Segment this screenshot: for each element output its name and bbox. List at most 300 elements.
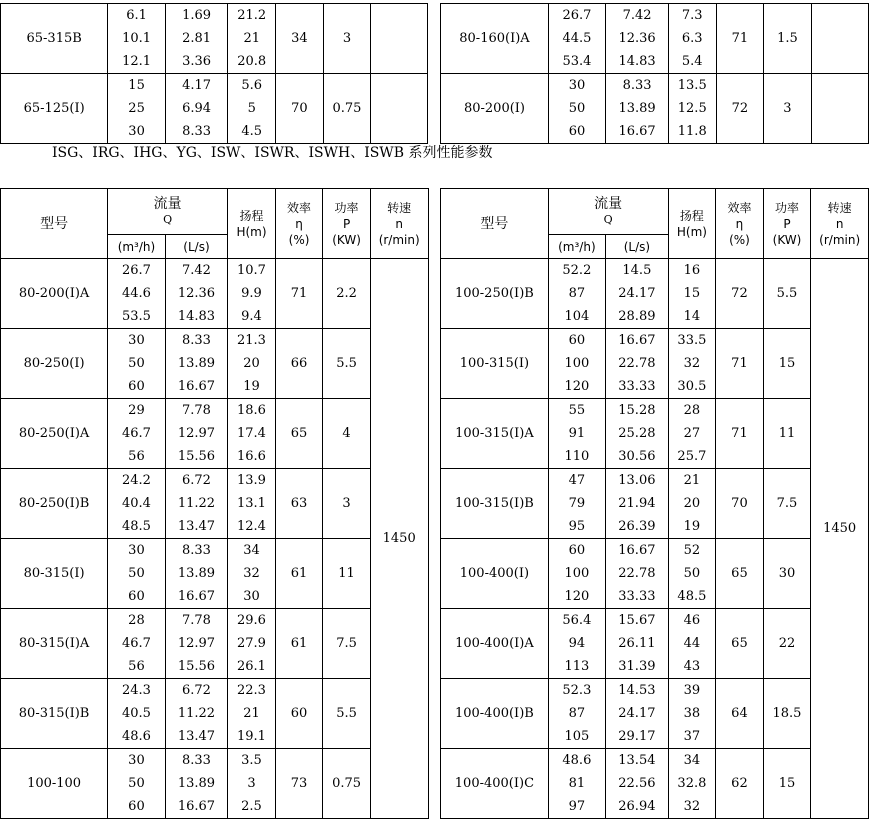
- head-cell-value: 13.9: [237, 473, 266, 488]
- flow-m3h-cell: [108, 4, 166, 74]
- flow-ls-cell-value: 13.89: [177, 566, 216, 581]
- flow-m3h-cell-value: 12.1: [122, 54, 152, 69]
- efficiency-cell: 64: [716, 679, 763, 749]
- head-cell-value: 34: [243, 543, 260, 558]
- top-performance-table: [0, 3, 869, 144]
- head-cell-value: 3: [247, 776, 256, 791]
- flow-ls-cell: [165, 259, 227, 329]
- flow-m3h-cell-value: 113: [564, 659, 590, 674]
- flow-ls-cell-value: 30.56: [618, 449, 656, 464]
- flow-m3h-cell: [108, 749, 166, 819]
- pump-model: 80-250(I)B: [1, 469, 108, 539]
- head-cell-value: 15: [683, 286, 701, 301]
- table-caption: ISG、IRG、IHG、YG、ISW、ISWR、ISWH、ISWB 系列性能参数: [52, 145, 493, 161]
- flow-ls-cell-value: 7.42: [181, 263, 211, 278]
- power-cell: 2.2: [323, 259, 371, 329]
- table-row: [1, 539, 869, 609]
- flow-ls-cell-value: 7.78: [181, 613, 211, 628]
- flow-m3h-cell-value: 60: [568, 543, 586, 558]
- head-cell-value: 29.6: [237, 613, 266, 628]
- flow-ls-cell-value: 14.83: [177, 309, 216, 324]
- header-speed-right: 转速 n (r/min): [811, 189, 869, 259]
- head-cell-value: 19.1: [237, 729, 266, 744]
- flow-m3h-cell-value: 95: [568, 519, 586, 534]
- flow-ls-cell-value: 8.33: [181, 333, 211, 348]
- efficiency-cell: 34: [276, 4, 324, 74]
- flow-ls-cell: [606, 399, 668, 469]
- header-flow-left: 流量 Q: [108, 189, 228, 235]
- flow-ls-cell-value: 22.78: [618, 566, 656, 581]
- flow-ls-cell-value: 15.28: [618, 403, 656, 418]
- flow-m3h-cell: [108, 469, 166, 539]
- flow-ls-cell: [165, 74, 228, 144]
- head-cell-value: 6.3: [681, 31, 703, 46]
- head-cell: [668, 539, 716, 609]
- flow-m3h-cell-value: 56.4: [562, 613, 592, 628]
- flow-m3h-cell-value: 40.4: [121, 496, 151, 511]
- head-cell-value: 13.1: [237, 496, 266, 511]
- flow-m3h-cell-value: 40.5: [121, 706, 151, 721]
- pump-model: 100-400(I)C: [441, 749, 548, 819]
- efficiency-cell: 61: [275, 539, 322, 609]
- pump-model: 100-400(I)B: [441, 679, 548, 749]
- flow-ls-cell-value: 24.17: [618, 286, 656, 301]
- efficiency-cell: 71: [716, 329, 763, 399]
- table-row: [1, 329, 869, 399]
- efficiency-cell: 70: [716, 469, 763, 539]
- pump-model: 80-200(I): [441, 74, 548, 144]
- table-gap: [428, 679, 441, 749]
- flow-m3h-cell-value: 10.1: [122, 31, 152, 46]
- flow-ls-cell-value: 16.67: [177, 379, 216, 394]
- head-cell-value: 7.3: [681, 8, 703, 23]
- head-cell-value: 39: [683, 683, 701, 698]
- head-cell-value: 26.1: [237, 659, 266, 674]
- pump-model: 80-160(I)A: [441, 4, 548, 74]
- power-cell: 5.5: [763, 259, 811, 329]
- flow-ls-cell-value: 13.47: [177, 519, 216, 534]
- power-cell: 3: [323, 469, 371, 539]
- flow-ls-cell-value: 22.56: [618, 776, 656, 791]
- flow-ls-cell-value: 12.97: [177, 636, 216, 651]
- header-power-left: 功率 P (KW): [323, 189, 371, 259]
- head-cell-value: 10.7: [237, 263, 266, 278]
- flow-m3h-cell-value: 55: [568, 403, 586, 418]
- head-cell-value: 5.4: [681, 54, 703, 69]
- flow-ls-cell: [606, 749, 668, 819]
- head-cell-value: 30.5: [677, 379, 707, 394]
- flow-ls-cell-value: 16.67: [618, 333, 656, 348]
- head-cell: [668, 469, 716, 539]
- flow-ls-cell-value: 13.47: [177, 729, 216, 744]
- head-cell: [228, 399, 276, 469]
- head-cell-value: 50: [683, 566, 701, 581]
- head-cell: [228, 469, 276, 539]
- flow-m3h-cell-value: 50: [128, 776, 145, 791]
- head-cell: [228, 539, 276, 609]
- flow-ls-cell: [606, 679, 668, 749]
- speed-cell-empty: [811, 74, 868, 144]
- pump-model: 80-200(I)A: [1, 259, 108, 329]
- flow-m3h-cell: [108, 399, 166, 469]
- head-cell-value: 22.3: [237, 683, 266, 698]
- flow-m3h-cell-value: 26.7: [562, 8, 592, 23]
- flow-m3h-cell-value: 120: [564, 379, 590, 394]
- power-cell: 3: [764, 74, 812, 144]
- pump-model: 100-400(I)A: [441, 609, 548, 679]
- head-cell-value: 21: [683, 473, 701, 488]
- table-row: [1, 4, 869, 74]
- efficiency-cell: 72: [716, 259, 763, 329]
- head-cell-value: 32: [243, 566, 260, 581]
- flow-ls-cell: [165, 4, 228, 74]
- efficiency-cell: 71: [275, 259, 322, 329]
- flow-m3h-cell: [548, 749, 606, 819]
- pump-model: 100-250(I)B: [441, 259, 548, 329]
- flow-ls-cell-value: 22.78: [618, 356, 656, 371]
- head-cell-value: 9.4: [241, 309, 262, 324]
- head-cell-value: 21.2: [237, 8, 267, 23]
- power-cell: 11: [323, 539, 371, 609]
- flow-ls-cell-value: 16.67: [177, 799, 216, 814]
- table-gap: [428, 329, 441, 399]
- flow-m3h-cell-value: 60: [568, 333, 586, 348]
- flow-m3h-cell-value: 60: [128, 589, 145, 604]
- flow-m3h-cell-value: 104: [564, 309, 590, 324]
- flow-m3h-cell-value: 15: [128, 78, 145, 93]
- series-performance-table: [0, 188, 869, 819]
- flow-m3h-cell-value: 110: [564, 449, 590, 464]
- table-gap: [428, 74, 441, 144]
- table-gap: [428, 609, 441, 679]
- power-cell: 18.5: [763, 679, 811, 749]
- table-gap: [428, 539, 441, 609]
- flow-m3h-cell-value: 25: [128, 101, 145, 116]
- flow-m3h-cell: [548, 4, 606, 74]
- flow-m3h-cell-value: 46.7: [121, 426, 151, 441]
- pump-model: 65-315B: [1, 4, 108, 74]
- header-flow-right: 流量 Q: [548, 189, 668, 235]
- flow-m3h-cell-value: 26.7: [121, 263, 151, 278]
- flow-m3h-cell-value: 79: [568, 496, 586, 511]
- efficiency-cell: 63: [275, 469, 322, 539]
- flow-ls-cell-value: 13.54: [618, 753, 656, 768]
- efficiency-cell: 61: [275, 609, 322, 679]
- flow-ls-cell: [606, 609, 668, 679]
- flow-m3h-cell-value: 53.4: [562, 54, 592, 69]
- flow-ls-cell: [606, 469, 668, 539]
- header-speed-left: 转速 n (r/min): [370, 189, 428, 259]
- head-cell: [668, 749, 716, 819]
- flow-ls-cell: [606, 4, 669, 74]
- flow-ls-cell: [165, 679, 227, 749]
- table-row: [1, 679, 869, 749]
- head-cell-value: 32: [683, 799, 701, 814]
- flow-m3h-cell: [548, 539, 606, 609]
- head-cell-value: 4.5: [241, 124, 263, 139]
- flow-ls-cell-value: 15.56: [177, 659, 216, 674]
- header-head-right: 扬程 H(m): [668, 189, 716, 259]
- table-row: [1, 749, 869, 819]
- head-cell-value: 32: [683, 356, 701, 371]
- flow-ls-cell-value: 16.67: [618, 543, 656, 558]
- flow-m3h-cell-value: 56: [128, 449, 145, 464]
- pump-model: 80-315(I)A: [1, 609, 108, 679]
- head-cell-value: 21: [243, 706, 260, 721]
- table-gap: [428, 259, 441, 329]
- table-row: [1, 469, 869, 539]
- head-cell-value: 20.8: [237, 54, 267, 69]
- flow-m3h-cell-value: 91: [568, 426, 586, 441]
- flow-m3h-cell-value: 28: [128, 613, 145, 628]
- flow-m3h-cell-value: 50: [128, 566, 145, 581]
- head-cell-value: 52: [683, 543, 701, 558]
- flow-ls-cell: [606, 74, 669, 144]
- flow-ls-cell-value: 16.67: [618, 124, 656, 139]
- flow-ls-cell-value: 14.5: [622, 263, 652, 278]
- head-cell-value: 12.4: [237, 519, 266, 534]
- flow-ls-cell-value: 28.89: [618, 309, 656, 324]
- flow-m3h-cell-value: 30: [568, 78, 586, 93]
- flow-m3h-cell: [108, 609, 166, 679]
- table-gap: [428, 469, 441, 539]
- flow-ls-cell-value: 14.53: [618, 683, 656, 698]
- flow-m3h-cell-value: 46.7: [121, 636, 151, 651]
- header-unit-m3h-right: (m³/h): [548, 235, 606, 259]
- head-cell-value: 20: [683, 496, 701, 511]
- table-gap: [428, 749, 441, 819]
- head-cell: [228, 609, 276, 679]
- flow-m3h-cell-value: 120: [564, 589, 590, 604]
- flow-ls-cell-value: 7.78: [181, 403, 211, 418]
- flow-m3h-cell-value: 60: [128, 379, 145, 394]
- head-cell-value: 11.8: [677, 124, 707, 139]
- flow-ls-cell-value: 16.67: [177, 589, 216, 604]
- header-unit-ls-right: (L/s): [606, 235, 668, 259]
- header-eff-right: 效率 η (%): [716, 189, 763, 259]
- flow-ls-cell-value: 26.39: [618, 519, 656, 534]
- flow-m3h-cell-value: 24.2: [121, 473, 151, 488]
- head-cell-value: 34: [683, 753, 701, 768]
- head-cell: [668, 4, 716, 74]
- head-cell: [228, 259, 276, 329]
- flow-ls-cell-value: 26.94: [618, 799, 656, 814]
- table-row: [1, 609, 869, 679]
- flow-ls-cell-value: 2.81: [182, 31, 212, 46]
- flow-ls-cell-value: 13.06: [618, 473, 656, 488]
- flow-ls-cell: [165, 609, 227, 679]
- head-cell-value: 14: [683, 309, 701, 324]
- flow-m3h-cell-value: 52.2: [562, 263, 592, 278]
- pump-model: 80-315(I): [1, 539, 108, 609]
- head-cell-value: 3.5: [241, 753, 262, 768]
- flow-ls-cell-value: 29.17: [618, 729, 656, 744]
- head-cell-value: 16.6: [237, 449, 266, 464]
- head-cell-value: 44: [683, 636, 701, 651]
- flow-m3h-cell-value: 87: [568, 706, 586, 721]
- flow-m3h-cell-value: 30: [128, 543, 145, 558]
- efficiency-cell: 71: [716, 399, 763, 469]
- flow-ls-cell-value: 4.17: [182, 78, 212, 93]
- flow-ls-cell: [606, 539, 668, 609]
- head-cell-value: 9.9: [241, 286, 262, 301]
- head-cell-value: 21.3: [237, 333, 266, 348]
- head-cell: [228, 679, 276, 749]
- pump-model: 65-125(I): [1, 74, 108, 144]
- table-gap: [428, 399, 441, 469]
- flow-m3h-cell-value: 97: [568, 799, 586, 814]
- flow-m3h-cell: [108, 679, 166, 749]
- speed-cell-right: 1450: [811, 259, 869, 819]
- head-cell-value: 21: [243, 31, 260, 46]
- pump-model: 80-250(I): [1, 329, 108, 399]
- pump-model: 100-315(I)A: [441, 399, 548, 469]
- header-model-right: 型号: [441, 189, 548, 259]
- flow-m3h-cell-value: 30: [128, 124, 145, 139]
- table-gap: [428, 189, 441, 259]
- flow-ls-cell-value: 12.36: [618, 31, 656, 46]
- head-cell-value: 16: [683, 263, 701, 278]
- flow-m3h-cell-value: 56: [128, 659, 145, 674]
- flow-m3h-cell: [548, 609, 606, 679]
- flow-m3h-cell-value: 81: [568, 776, 586, 791]
- flow-m3h-cell-value: 48.6: [562, 753, 592, 768]
- power-cell: 3: [323, 4, 371, 74]
- flow-m3h-cell-value: 105: [564, 729, 590, 744]
- head-cell: [668, 609, 716, 679]
- head-cell: [668, 259, 716, 329]
- table-row: [1, 259, 869, 329]
- flow-m3h-cell: [108, 74, 166, 144]
- flow-m3h-cell-value: 6.1: [126, 8, 147, 23]
- flow-ls-cell-value: 8.33: [182, 124, 212, 139]
- flow-m3h-cell-value: 48.5: [121, 519, 151, 534]
- flow-m3h-cell-value: 50: [128, 356, 145, 371]
- head-cell: [668, 74, 716, 144]
- head-cell: [668, 399, 716, 469]
- flow-ls-cell-value: 14.83: [618, 54, 656, 69]
- pump-model: 100-400(I): [441, 539, 548, 609]
- power-cell: 4: [323, 399, 371, 469]
- flow-ls-cell-value: 15.67: [618, 613, 656, 628]
- flow-ls-cell: [165, 399, 227, 469]
- header-power-right: 功率 P (KW): [763, 189, 811, 259]
- head-cell-value: 30: [243, 589, 260, 604]
- flow-ls-cell-value: 12.97: [177, 426, 216, 441]
- efficiency-cell: 60: [275, 679, 322, 749]
- flow-ls-cell-value: 25.28: [618, 426, 656, 441]
- efficiency-cell: 65: [716, 609, 763, 679]
- flow-m3h-cell-value: 30: [128, 753, 145, 768]
- head-cell-value: 48.5: [677, 589, 707, 604]
- power-cell: 7.5: [323, 609, 371, 679]
- flow-m3h-cell: [548, 399, 606, 469]
- speed-cell-empty: [371, 4, 428, 74]
- efficiency-cell: 71: [716, 4, 764, 74]
- flow-ls-cell: [165, 469, 227, 539]
- head-cell-value: 19: [243, 379, 260, 394]
- flow-m3h-cell-value: 24.3: [121, 683, 151, 698]
- head-cell-value: 19: [683, 519, 701, 534]
- flow-m3h-cell-value: 100: [564, 566, 590, 581]
- pump-model: 80-250(I)A: [1, 399, 108, 469]
- head-cell-value: 5.6: [241, 78, 263, 93]
- flow-ls-cell-value: 8.33: [181, 753, 211, 768]
- head-cell: [228, 74, 276, 144]
- flow-ls-cell: [165, 329, 227, 399]
- power-cell: 15: [763, 749, 811, 819]
- efficiency-cell: 73: [275, 749, 322, 819]
- power-cell: 11: [763, 399, 811, 469]
- pump-model: 100-315(I): [441, 329, 548, 399]
- power-cell: 5.5: [323, 679, 371, 749]
- flow-ls-cell-value: 1.69: [182, 8, 212, 23]
- power-cell: 1.5: [764, 4, 812, 74]
- efficiency-cell: 72: [716, 74, 764, 144]
- speed-cell-empty: [811, 4, 868, 74]
- head-cell-value: 27: [683, 426, 701, 441]
- head-cell-value: 13.5: [677, 78, 707, 93]
- table-row: [1, 74, 869, 144]
- flow-m3h-cell-value: 52.3: [562, 683, 592, 698]
- flow-ls-cell-value: 13.89: [177, 356, 216, 371]
- head-cell-value: 46: [683, 613, 701, 628]
- power-cell: 15: [763, 329, 811, 399]
- pump-model: 80-315(I)B: [1, 679, 108, 749]
- power-cell: 30: [763, 539, 811, 609]
- flow-m3h-cell-value: 44.5: [562, 31, 592, 46]
- flow-ls-cell: [606, 259, 668, 329]
- efficiency-cell: 66: [275, 329, 322, 399]
- flow-m3h-cell: [548, 469, 606, 539]
- head-cell-value: 33.5: [677, 333, 707, 348]
- flow-m3h-cell-value: 60: [128, 799, 145, 814]
- flow-m3h-cell-value: 29: [128, 403, 145, 418]
- flow-ls-cell-value: 13.89: [618, 101, 656, 116]
- efficiency-cell: 62: [716, 749, 763, 819]
- speed-cell-empty: [371, 74, 428, 144]
- flow-ls-cell-value: 33.33: [618, 589, 656, 604]
- flow-ls-cell-value: 6.94: [182, 101, 212, 116]
- flow-ls-cell-value: 6.72: [181, 473, 211, 488]
- head-cell: [228, 329, 276, 399]
- flow-ls-cell-value: 11.22: [177, 706, 216, 721]
- head-cell: [668, 329, 716, 399]
- head-cell-value: 18.6: [237, 403, 266, 418]
- head-cell: [228, 4, 276, 74]
- efficiency-cell: 70: [276, 74, 324, 144]
- efficiency-cell: 65: [275, 399, 322, 469]
- power-cell: 0.75: [323, 749, 371, 819]
- power-cell: 5.5: [323, 329, 371, 399]
- flow-m3h-cell-value: 87: [568, 286, 586, 301]
- flow-m3h-cell: [108, 259, 166, 329]
- flow-m3h-cell: [548, 74, 606, 144]
- head-cell-value: 37: [683, 729, 701, 744]
- power-cell: 0.75: [323, 74, 371, 144]
- flow-ls-cell-value: 26.11: [618, 636, 656, 651]
- flow-m3h-cell-value: 60: [568, 124, 586, 139]
- table-gap: [428, 4, 441, 74]
- flow-ls-cell-value: 7.42: [622, 8, 652, 23]
- flow-m3h-cell: [548, 259, 606, 329]
- flow-ls-cell: [165, 749, 227, 819]
- head-cell-value: 20: [243, 356, 260, 371]
- flow-ls-cell-value: 24.17: [618, 706, 656, 721]
- flow-ls-cell-value: 31.39: [618, 659, 656, 674]
- flow-m3h-cell-value: 30: [128, 333, 145, 348]
- table-row: [1, 399, 869, 469]
